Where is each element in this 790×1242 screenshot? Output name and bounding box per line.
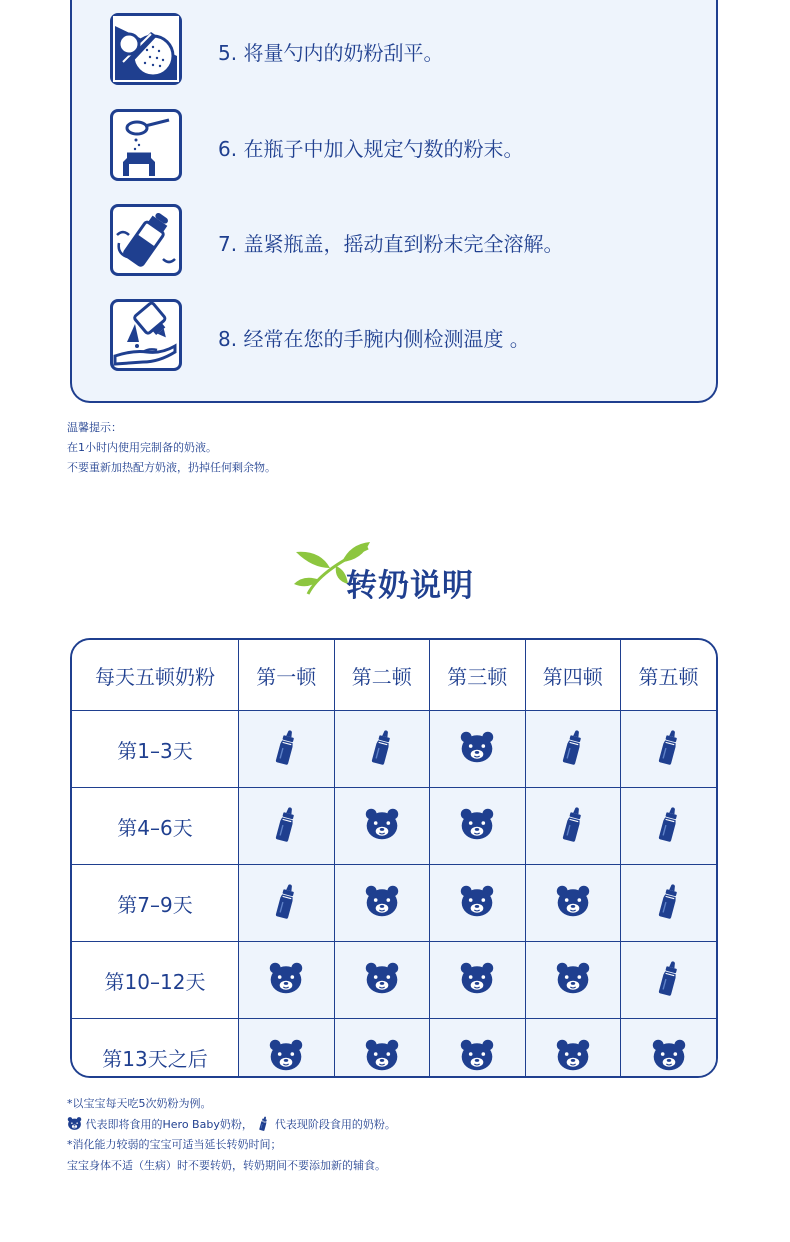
wrist-test-icon [110, 299, 182, 371]
note-bear-text: 代表即将食用的Hero Baby奶粉， [85, 1117, 253, 1131]
bear-icon [268, 1037, 304, 1073]
bottle-icon [651, 806, 687, 842]
table-cell [430, 788, 526, 865]
table-cell [430, 942, 526, 1019]
bear-icon [364, 1037, 400, 1073]
preparation-steps-card [70, 0, 718, 403]
table-cell [525, 711, 621, 788]
table-cell [239, 865, 335, 942]
bear-icon [459, 806, 495, 842]
header-cell: 第二顿 [334, 640, 430, 711]
header-cell: 第一顿 [239, 640, 335, 711]
table-cell [334, 711, 430, 788]
table-cell [621, 788, 717, 865]
tips-title: 温馨提示： [67, 421, 122, 434]
transition-table [70, 638, 718, 1078]
warm-tips [67, 418, 276, 478]
table-row [72, 788, 716, 865]
table-cell [334, 942, 430, 1019]
header-cell: 第四顿 [525, 640, 621, 711]
table-cell [621, 1019, 717, 1079]
bottle-icon [268, 806, 304, 842]
table-cell [239, 1019, 335, 1079]
bear-icon [555, 1037, 591, 1073]
row-label: 第13天之后 [72, 1019, 239, 1079]
table-cell [525, 942, 621, 1019]
bear-icon [268, 960, 304, 996]
bear-icon [364, 806, 400, 842]
bear-icon [555, 883, 591, 919]
table-cell [334, 1019, 430, 1079]
header-cell: 第五顿 [621, 640, 717, 711]
bottle-icon [256, 1115, 271, 1132]
table-cell [430, 865, 526, 942]
step-6 [110, 109, 710, 185]
row-label: 第7–9天 [72, 865, 239, 942]
bottle-icon [651, 883, 687, 919]
step-7-text: 7. 盖紧瓶盖，摇动直到粉末完全溶解。 [218, 232, 564, 256]
step-6-text: 6. 在瓶子中加入规定勺数的粉末。 [218, 137, 524, 161]
table-cell [621, 942, 717, 1019]
table-cell [621, 711, 717, 788]
table-header-row [72, 640, 716, 711]
spoon-leveling-icon [110, 13, 182, 85]
bear-icon [459, 883, 495, 919]
bottle-icon [555, 806, 591, 842]
header-cell: 每天五顿奶粉 [72, 640, 239, 711]
table-cell [430, 1019, 526, 1079]
step-8 [110, 299, 710, 375]
table-cell [621, 865, 717, 942]
header-cell: 第三顿 [430, 640, 526, 711]
step-8-text: 8. 经常在您的手腕内侧检测温度 。 [218, 327, 530, 351]
note-bottle-text: 代表现阶段食用的奶粉。 [274, 1117, 396, 1131]
table-cell [430, 711, 526, 788]
step-5 [110, 13, 710, 89]
table-row [72, 865, 716, 942]
table-cell [239, 711, 335, 788]
table-cell [525, 865, 621, 942]
table-row [72, 942, 716, 1019]
tips-line-1: 在1小时内使用完制备的奶液。 [67, 441, 217, 454]
bottle-icon [364, 729, 400, 765]
table-row [72, 711, 716, 788]
bear-icon [364, 883, 400, 919]
bear-icon [364, 960, 400, 996]
row-label: 第10–12天 [72, 942, 239, 1019]
bear-icon [459, 960, 495, 996]
table-cell [239, 942, 335, 1019]
table-cell [525, 1019, 621, 1079]
step-5-text: 5. 将量勺内的奶粉刮平。 [218, 41, 444, 65]
note-line-1: *以宝宝每天吃5次奶粉为例。 [67, 1097, 212, 1110]
note-line-2 [67, 1115, 396, 1136]
bear-icon [555, 960, 591, 996]
transition-notes [67, 1094, 396, 1176]
table-cell [334, 865, 430, 942]
bear-icon [459, 729, 495, 765]
bottle-icon [268, 883, 304, 919]
table-cell [525, 788, 621, 865]
step-7 [110, 204, 710, 280]
row-label: 第4–6天 [72, 788, 239, 865]
table-cell [239, 788, 335, 865]
spoon-into-bottle-icon [110, 109, 182, 181]
transition-instructions-title: 转奶说明 [346, 568, 474, 604]
bottle-icon [651, 729, 687, 765]
bottle-icon [268, 729, 304, 765]
bear-icon [651, 1037, 687, 1073]
bear-icon [67, 1115, 82, 1132]
bottle-icon [651, 960, 687, 996]
shake-bottle-icon [110, 204, 182, 276]
row-label: 第1–3天 [72, 711, 239, 788]
bear-icon [459, 1037, 495, 1073]
table-cell [334, 788, 430, 865]
tips-line-2: 不要重新加热配方奶液，扔掉任何剩余物。 [67, 461, 276, 474]
table-row [72, 1019, 716, 1079]
note-line-4: 宝宝身体不适（生病）时不要转奶，转奶期间不要添加新的辅食。 [67, 1158, 386, 1172]
bottle-icon [555, 729, 591, 765]
note-line-3: *消化能力较弱的宝宝可适当延长转奶时间； [67, 1138, 282, 1151]
